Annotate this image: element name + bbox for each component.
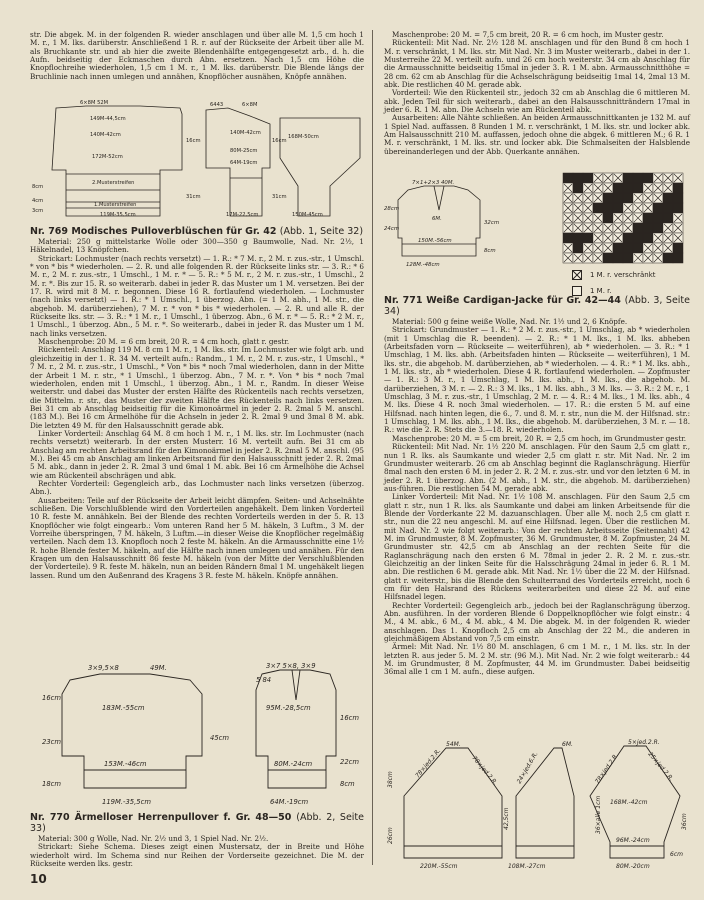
article-770-rueckenteil: Rückenteil: Mit Nad. Nr. 2½ 128 M. anschlagen und für den Bund 8 cm hoch 1 M. r. verschränkt, 1 M. lks. str. Mit Nad. Nr. 3 im Muster weiterarb., dabei in der 1. Musterreihe 22 M. verteilt aufn. und 26 cm hoch weiterstr. 34 cm ab Anschlag für die Armausschnitte beidseitig 15mal in jeder 3. R. 1 M. abn. Armausschnitthöhe = 28 cm. 62 cm ab Anschlag für die Achselschrägung beidseitig 1mal 14, 2mal 13 M. abk. Die restlichen 40 M. gerade abk. [384, 38, 690, 90]
intro-text: str. Die abgek. M. in der folgenden R. wieder anschlagen und über alle M. 1,5 cm hoch 1 M. r., 1 M. lks. darüberstr. Anschließend 1 R. r. auf der Rückseite der Arbeit über alle M. als Bruchkante str. und ab hier die zweite Blendenhälfte entgegengesetzt arb., d. h. die Aufn. beidseitig der Eckmaschen durch Abn. ersetzen. Nach 1,5 cm Höhe die Knopflochreihe wiederholen, 1,5 cm 1 M. r., 1 M. lks. darüberstr. Die Blende längs der Bruchlinie nach innen umlegen und annähen, Knopflöcher ausnähen, Knöpfe annähen. [30, 30, 364, 81]
fig769-front-w4: 17M-22,5cm [226, 212, 259, 218]
fig769-back-w3: 172M-52cm [92, 154, 123, 160]
fig769-stripe1: 1.Musterstreifen [94, 202, 137, 208]
fig771s-top: 7×1+2×3 40M. [412, 180, 455, 186]
chart-cell [573, 183, 583, 193]
fig769-front-w5: 168M-50cm [288, 134, 319, 140]
article-770-maschenprobe: Maschenprobe: 20 M. = 7,5 cm breit, 20 R. = 6 cm hoch, im Muster gestr. [392, 30, 664, 39]
chart-cell [623, 183, 633, 193]
fig771-sleeve-top2: 5×jed.2.R. [628, 739, 660, 746]
fig771s-w2: 128M.-48cm [406, 262, 440, 268]
article-771-maschenprobe: Maschenprobe: 20 M. = 5 cm breit, 20 R. = 2,5 cm hoch, im Grundmuster gestr. [392, 433, 687, 443]
fig770-back-w2: 153M.-46cm [104, 760, 147, 768]
fig769-front-w2: 80M-25cm [230, 148, 258, 154]
chart-cell [603, 213, 613, 223]
fig771-sleeve-w3: 80M.-20cm [616, 863, 650, 870]
fig769-back-w4: 119M-35,5cm [100, 212, 136, 218]
fig771s-h3: 8cm [484, 248, 496, 254]
chart-cell [653, 213, 663, 223]
chart-cell [673, 193, 683, 203]
fig769-back-w1: 149M-44,5cm [90, 116, 126, 122]
fig771-sleeve-top: 25×jed.2.R. [646, 750, 675, 783]
article-771-heading: Nr. 771 Weiße Cardigan-Jacke für Gr. 42—44 (Abb. 3, Seite 34) [384, 295, 690, 317]
article-771-rueckenteil: Rückenteil: Mit Nad. Nr. 1½ 220 M. anschlagen. Für den Saum 2,5 cm glatt r., nun 1 R. lks. als Saumkante und wieder 2,5 cm glatt r. str. Mit Nad. Nr. 2 im Grundmuster weiterarb. 26 cm ab Anschlag beginnt die Raglanschrägung. Hierfür 8mal nach den ersten 6 M. in jeder 2. R. 2 M. r. zus.-str. und vor den letzten 6 M. in jeder 2. R. 1 überzog. Abn. (2 M. abh., 1 M. str., die abgehob. M. darüberziehen) aus-führen. Die restlichen 54 M. gerade abk. [384, 442, 690, 493]
article-769 [30, 224, 364, 580]
article-769-maschenprobe: Maschenprobe: 20 M. = 6 cm breit, 20 R. = 4 cm hoch, glatt r. gestr. [38, 337, 290, 347]
article-769-strickart: Strickart: Lochmuster (nach rechts versetzt) — 1. R.: * 7 M. r., 2 M. r. zus.-str., 1 Umschl. * von * bis * wiederholen. — 2. R. und alle folgenden R. der Rückseite links str. — 3. R.: * 6 M. r., 2 M. r. zus.-str., 1 Umschl., 1 M. r. * — 5. R.: * 5 M. r., 2 M. r. zus.-str., 1 Umschl., 2 M. r. *. Bis zur 15. R. so weiterarb. dabei in jeder R. das Muster um 1 M. versetzen. Bei der 17. R. wird mit 8 M. r. begonnen. Diese 16 R. fortlaufend wiederholen. — Lochmuster (nach links versetzt) — 1. R.: * 1 Umschl., 1 überzog. Abn. (= 1 M. abh., 1 M. str., die abgehob. M. darüberziehen), 7 M. r. * von * bis * wiederholen. — 2. R. und alle R. der Rückseite lks. str. — 3. R.: * 1 M. r., 1 Umschl., 1 überzog. Abn., 6 M. r. * — 5. R.: * 2 M. r., 1 Umschl., 1 überzog. Abn., 5 M. r. *. So weiterarb., dabei in jeder R. das Muster um 1 M. nach links versetzen. [30, 253, 364, 338]
chart-cell [653, 223, 663, 233]
fig769-back-h4: 3cm [32, 208, 44, 214]
article-770-ausarbeiten: Ausarbeiten: Alle Nähte schließen. An beiden Armausschnittkanten je 132 M. auf 1 Spiel Nad. auffassen. 8 Runden 1 M. r. verschränkt, 1 M. lks. str. und locker abk. Am Halsausschnitt 210 M. auffassen, jedoch ohne die abgek. 6 mittleren M.; 6 R. 1 M. r. verschränkt, 1 M. lks. str. und locker abk. Die Schmalseiten der Halsblende übereinanderlegen und der Abb. Querkante annähen. [384, 113, 690, 156]
chart-cell [603, 193, 613, 203]
fig770-h45: 45cm [210, 734, 230, 742]
article-771-aermel: Ärmel: Mit Nad. Nr. 1½ 80 M. anschlagen, 6 cm 1 M. r., 1 M. lks. str. In der letzten R. aus jeder 5. M. 2 M. str. (96 M.). Mit Nad. Nr. 2 wie folgt weiterarb.: 44 M. im Grundmuster, 8 M. Zopfmuster, 44 M. im Grundmuster. Dabei beidseitig 36mal alle 1 cm 1 M. aufn., diese aufgen. [384, 642, 690, 677]
fig769-back-w2: 140M-42cm [90, 132, 121, 138]
chart-cell [573, 173, 583, 183]
chart-cell [643, 173, 653, 183]
chart-cell [583, 233, 593, 243]
fig769-front-h: 16cm [272, 138, 287, 144]
chart-cell [673, 243, 683, 253]
chart-cell [663, 253, 673, 263]
legend-label-1: 1 M. r. verschränkt [590, 271, 656, 279]
fig770-front-w1: 95M.-28,5cm [266, 704, 311, 712]
fig771-sleeve-w1: 168M.-42cm [610, 799, 648, 806]
fig770-h16b: 16cm [340, 714, 360, 722]
fig770-top-w: 49M. [150, 664, 167, 672]
fig769-back-h5: 31cm [186, 194, 201, 200]
chart-cell [573, 233, 583, 243]
chart-cell [603, 203, 613, 213]
chart-cell [673, 183, 683, 193]
chart-cell [633, 233, 643, 243]
chart-cell [633, 183, 643, 193]
chart-cell [663, 213, 673, 223]
article-770-heading: Nr. 770 Ärmelloser Herrenpullover f. Gr. 48—50 (Abb. 2, Seite 33) [30, 812, 364, 834]
chart-cell [613, 183, 623, 193]
fig770-h22: 22cm [340, 758, 360, 766]
chart-cell [633, 243, 643, 253]
article-771-linker-vorderteil: Linker Vorderteil: Mit Nad. Nr. 1½ 108 M. anschlagen. Für den Saum 2,5 cm glatt r. str., nun 1 R. lks. als Saumkante und dabei am linken Arbeitsende für die Blende der Vorderkante 22 M. dazuanschlagen. Über alle M. noch 2,5 cm glatt r. str., nun die 22 neu angeschl. M. auf eine Hilfsnad. legen. Über die restlichen M. mit Nad. Nr. 2 wie folgt weiterarb.: Von der rechten Arbeitsseite (Seitennaht) 42 M. im Grundmuster, 8 M. Zopfmuster, 36 M. Grundmuster, 8 M. Zopfmuster, 24 M. Grundmuster str. 42,5 cm ab Anschlag an der rechten Seite für die Raglanschrägung nach den ersten 6 M. 78mal in jeder 2. R. 2 M. r. zus.-str. Gleichzeitig an der linken Seite für die Halsschrägung 24mal in jeder 6. R. 1 M. abn. Die restlichen 6 M. gerade abk. Mit Nad. Nr. 1½ über die 22 M. der Hilfsnad. glatt r. weiterstr., bis die Blende den Schulterrand des Vorderteils erreicht, noch 6 cm für den Halsrand des Rückens weiterarbeiten und diese 22 M. auf eine Hilfsnadel legen. [384, 492, 690, 602]
article-769-rechter-vorderteil: Rechter Vorderteil: Gegengleich arb., das Lochmuster nach links versetzen (überzog. Abn.). [30, 478, 364, 497]
legend-row-1 [572, 270, 692, 280]
fig769-back-h3: 4cm [32, 198, 44, 204]
fig771-back-w: 220M.-55cm [420, 863, 458, 870]
fig770-h18: 18cm [42, 780, 62, 788]
fig771-h1: 38cm [387, 771, 394, 788]
fig769-back-h1: 16cm [186, 138, 201, 144]
fig771-neck: 54M. [446, 741, 461, 748]
chart-cell [613, 203, 623, 213]
chart-cell [613, 243, 623, 253]
fig770-right-note2: 5 84 [256, 676, 272, 684]
fig771-h6: 6cm [670, 851, 683, 858]
fig770-top-note: 3×9,5×8 [88, 664, 119, 672]
chart-cell [623, 243, 633, 253]
chart-cell [643, 223, 653, 233]
fig769-front-h4: 31cm [272, 194, 287, 200]
fig771s-w3: 6M. [432, 216, 442, 222]
chart-cell [583, 173, 593, 183]
fig769-back-h2: 8cm [32, 184, 44, 190]
article-771-rechter-vorderteil: Rechter Vorderteil: Gegengleich arb., jedoch bei der Raglanschrägung überzog. Abn. ausführen. In der vorderen Blende 6 Doppelknopflöcher wie folgt einstr.: 4 M., 4 M. abk., 6 M., 4 M. abk., 4 M. Die abgek. M. in der folgenden R. wieder anschlagen. Das 1. Knopfloch 2,5 cm ab Anschlag der 22 M., die anderen in gleichmäßigem Abstand von 7,5 cm einstr. [384, 600, 690, 644]
fig770-back-w3: 119M.-35,5cm [102, 798, 151, 806]
fig770-right-note: 3×7 5×8, 3×9 [266, 662, 316, 670]
article-769-linker-vorderteil: Linker Vorderteil: Anschlag 64 M. 8 cm hoch 1 M. r., 1 M. lks. str. Im Lochmuster (nach rechts versetzt) weiterarb. In der ersten Musterr. 16 M. verteilt aufn. Bei 31 cm ab Anschlag am rechten Arbeitsrand für den Kimonoärmel in jeder 2. R. 2mal 5 M. anschl. (95 M.). Bei 45 cm ab Anschlag am linken Arbeitsrand für den Halsausschnitt jeder 2. R. 2mal 5 M. abk., dann in jeder 2. R. 2mal 3 und 6mal 1 M. abk. Bei 16 cm Ärmelhöhe die Achsel wie am Rückenteil abschrägen und abk. [30, 428, 364, 480]
right-column-top [384, 31, 690, 156]
fig771s-w1: 150M.-56cm [418, 238, 452, 244]
chart-cell [633, 223, 643, 233]
chart-cell [623, 173, 633, 183]
figure-770-small-schematic [384, 180, 556, 268]
chart-cell [623, 233, 633, 243]
chart-cell [613, 253, 623, 263]
left-column-top [30, 31, 364, 81]
fig770-front-w2: 80M.-24cm [274, 760, 313, 768]
chart-cell [673, 253, 683, 263]
fig769-front-w1: 140M-42cm [230, 130, 261, 136]
fig770-front-w3: 64M.-19cm [270, 798, 309, 806]
chart-cell [663, 203, 673, 213]
fig771s-h1: 28cm [384, 206, 400, 212]
figure-769-schematic [30, 98, 364, 220]
fig771-sleeve-w2: 96M.-24cm [616, 837, 650, 844]
chart-cell [563, 173, 573, 183]
article-769-material: Material: 250 g mittelstarke Wolle oder 300—350 g Baumwolle, Nad. Nr. 2½, 1 Häkelnadel, 13 Knöpfchen. [30, 237, 364, 255]
fig771-front-w2: 6M. [562, 741, 573, 748]
chart-cell [573, 243, 583, 253]
fig771s-h4: 24cm [384, 226, 400, 232]
figure-770-schematic [30, 660, 364, 808]
article-769-rueckenteil: Rückenteil: Anschlag 119 M. 8 cm 1 M. r., 1 M. lks. str. Im Lochmuster wie folgt arb. und gleichzeitig in der 1. R. 34 M. verteilt aufn.: Randm., 1 M. r., 2 M. r. zus.-str., 1 Umschl., * 7 M. r., 2 M. r. zus.-str., 1 Umschl., * Von * bis * noch 7mal wiederholen, dann in der Mitte der Arbeit 1 M. r. str., * 1 Umschl., 1 überzog. Abn., 7 M. r. *. Von * bis * noch 7mal wiederholen, enden mit 1 Umschl., 1 überzog. Abn., 1 M. r., Randm. In dieser Weise weiterstr. und dabei das Muster der ersten Hälfte des Rückenteils nach rechts versetzen, die Mittelm. r. str., das Muster der zweiten Hälfte des Rückenteils nach links versetzen. Bei 31 cm ab Anschlag beidseitig für die Kimonoärmel in jeder 2. R. 2mal 5 M. anschl. (183 M.). Bei 16 cm Ärmelhöhe für die Achseln in jeder 2. R. 2mal 9 und 3mal 8 M. abk. Die letzten 49 M. für den Halsausschnitt gerade abk. [30, 345, 364, 430]
fig771-h7: 36cm [681, 813, 688, 830]
fig771-h5: 42,5cm [503, 807, 510, 830]
fig769-stripe2: 2.Musterstreifen [92, 180, 135, 186]
article-769-heading: Nr. 769 Modisches Pulloverblüschen für Gr. 42 (Abb. 1, Seite 32) [30, 226, 364, 237]
fig769-front-top1: 6443 [210, 102, 224, 108]
article-770-material: Material: 300 g Wolle, Nad. Nr. 2½ und 3, 1 Spiel Nad. Nr. 2½. [38, 834, 269, 843]
chart-cell [593, 203, 603, 213]
fig769-front-top2: 6×8M [242, 102, 258, 108]
fig771s-h2: 32cm [484, 220, 500, 226]
article-770 [30, 810, 364, 868]
fig769-sleeve-w1: 150M-45cm [292, 212, 323, 218]
chart-cell [653, 203, 663, 213]
knit-chart-grid [562, 172, 684, 264]
fig771-sleeve-side: 36×alle 1cm [595, 795, 602, 834]
fig771-raglan1: 78×jed.2.R. [414, 747, 443, 780]
fig770-h23: 23cm [42, 738, 62, 746]
legend-label-2: 1 M. r. [590, 287, 612, 295]
fig769-back-top: 6×8M 52M [80, 100, 109, 106]
page-number: 10 [30, 872, 47, 886]
fig771-side1: 24×jed.6.R. [515, 750, 540, 785]
chart-cell [623, 193, 633, 203]
legend-cross-icon [572, 270, 582, 280]
fig771-raglan2: 78×jed.2.R. [470, 754, 499, 787]
fig770-h8: 8cm [340, 780, 355, 788]
chart-cell [663, 193, 673, 203]
article-770-vorderteil: Vorderteil: Wie den Rückenteil str., jedoch 32 cm ab Anschlag die 6 mittleren M. abk. Jeden Teil für sich weiterarb., dabei an den Halsausschnitträndern 17mal in jeder 6. R. 1 M. abn. Die Achseln wie am Rückenteil abk. [384, 88, 690, 115]
fig770-h16: 16cm [42, 694, 62, 702]
article-771 [384, 293, 690, 677]
chart-cell [613, 193, 623, 203]
chart-cell [673, 203, 683, 213]
fig771-front-w1: 108M.-27cm [508, 863, 546, 870]
fig771-raglan3: 78×jed.2.R. [593, 752, 621, 786]
chart-cell [643, 233, 653, 243]
fig771-h3: 26cm [387, 827, 394, 844]
article-771-material: Material: 500 g feine weiße Wolle, Nad. Nr. 1½ und 2, 6 Knöpfe. [392, 317, 628, 326]
figure-771-schematic [384, 738, 694, 870]
chart-cell [643, 213, 653, 223]
fig770-back-w1: 183M.-55cm [102, 704, 145, 712]
chart-cell [623, 253, 633, 263]
chart-cell [633, 173, 643, 183]
fig769-front-w3: 64M-19cm [230, 160, 258, 166]
article-770-strickart: Strickart: Siehe Schema. Dieses zeigt einen Mustersatz, der in Breite und Höhe wiederholt wird. Im Schema sind nur Reihen der Vorderseite gezeichnet. Die M. der Rückseite werden lks. gestr. [30, 842, 364, 869]
chart-cell [563, 233, 573, 243]
article-771-strickart: Strickart: Grundmuster — 1. R.: * 2 M. r. zus.-str., 1 Umschlag, ab * wiederholen (mit 1 Umschlag die R. beenden). — 2. R.: * 1 M. lks., 1 M. lks. abheben (Arbeitsfaden vorn — Rückseite — weiterführen), ab * wiederholen. — 3. R.: * 1 Umschlag, 1 M. lks. abh. (Arbeitsfaden hinten — Rückseite — weiterführen), 1 M. lks. str., die abgehob. M. darüberziehen, ab * wiederholen. — 4. R.: * 1 M. lks. abh., 1 M. lks. str., ab * wiederholen. Diese 4 R. fortlaufend wiederholen. — Zopfmuster — 1. R.: 3 M. r., 1 Umschlag, 1 M. lks. abh., 1 M. lks., die abgehob. M. darüberziehen, 3 M. r. — 2. R.: 3 M. lks., 1 M. lks. abh., 3 M. lks. — 3. R.: 2 M. r., 1 Umschlag, 3 M. r. zus.-str., 1 Umschlag, 2 M. r. — 4. R.: 4 M. lks., 1 M. lks. abh., 4 M. lks. Diese 4 R. noch 3mal wiederholen. — 17. R.: die ersten 5 M. auf eine Hilfsnad. nach hinten legen, die 6., 7. und 8. M. r. str., nun die M. der Hilfsnad. str.: 1 Umschlag, 1 M. lks. abh., 1 M. lks., die abgehob. M. darüberziehen, 3 M. r. — 18. R.: wie die 2. R. Stets die 3.—18. R. wiederholen. [384, 325, 690, 435]
article-769-ausarbeiten: Ausarbeiten: Teile auf der Rückseite der Arbeit leicht dämpfen. Seiten- und Achselnähte schließen. Die Vorschlußblende wird den Vorderteilen angehäkelt. Dem linken Vorderteil 10 R. feste M. annähkeln. Bei der Blende des rechten Vorderteils werden in der 5. R. 13 Knopflöcher wie folgt eingearb.: Vom unteren Rand her 5 M. häkeln, 3 Luftm., 3 M. der Vorreihe überspringen, 7 M. häkeln, 3 Luftm.—in dieser Weise die Knopflöcher regelmäßig verteilen. Nach dem 13. Knopfloch noch 2 feste M. häkeln. An die Armausschnitte eine 1½ R. hohe Blende fester M. häkeln, auf die Hälfte nach innen umlegen und annähen. Für den Kragen um den Halsausschnitt 86 feste M. häkeln (von der Mitte der Verschlußblenden der Vorderteile). 9 R. feste M. häkeln, nun an beiden Rändern 8mal 1 M. ungehäkelt liegen lassen. Rund um den Außenrand des Kragens 3 R. feste M. häkeln. Knöpfe annähen. [30, 495, 364, 580]
column-divider [372, 30, 373, 865]
chart-cell [603, 253, 613, 263]
